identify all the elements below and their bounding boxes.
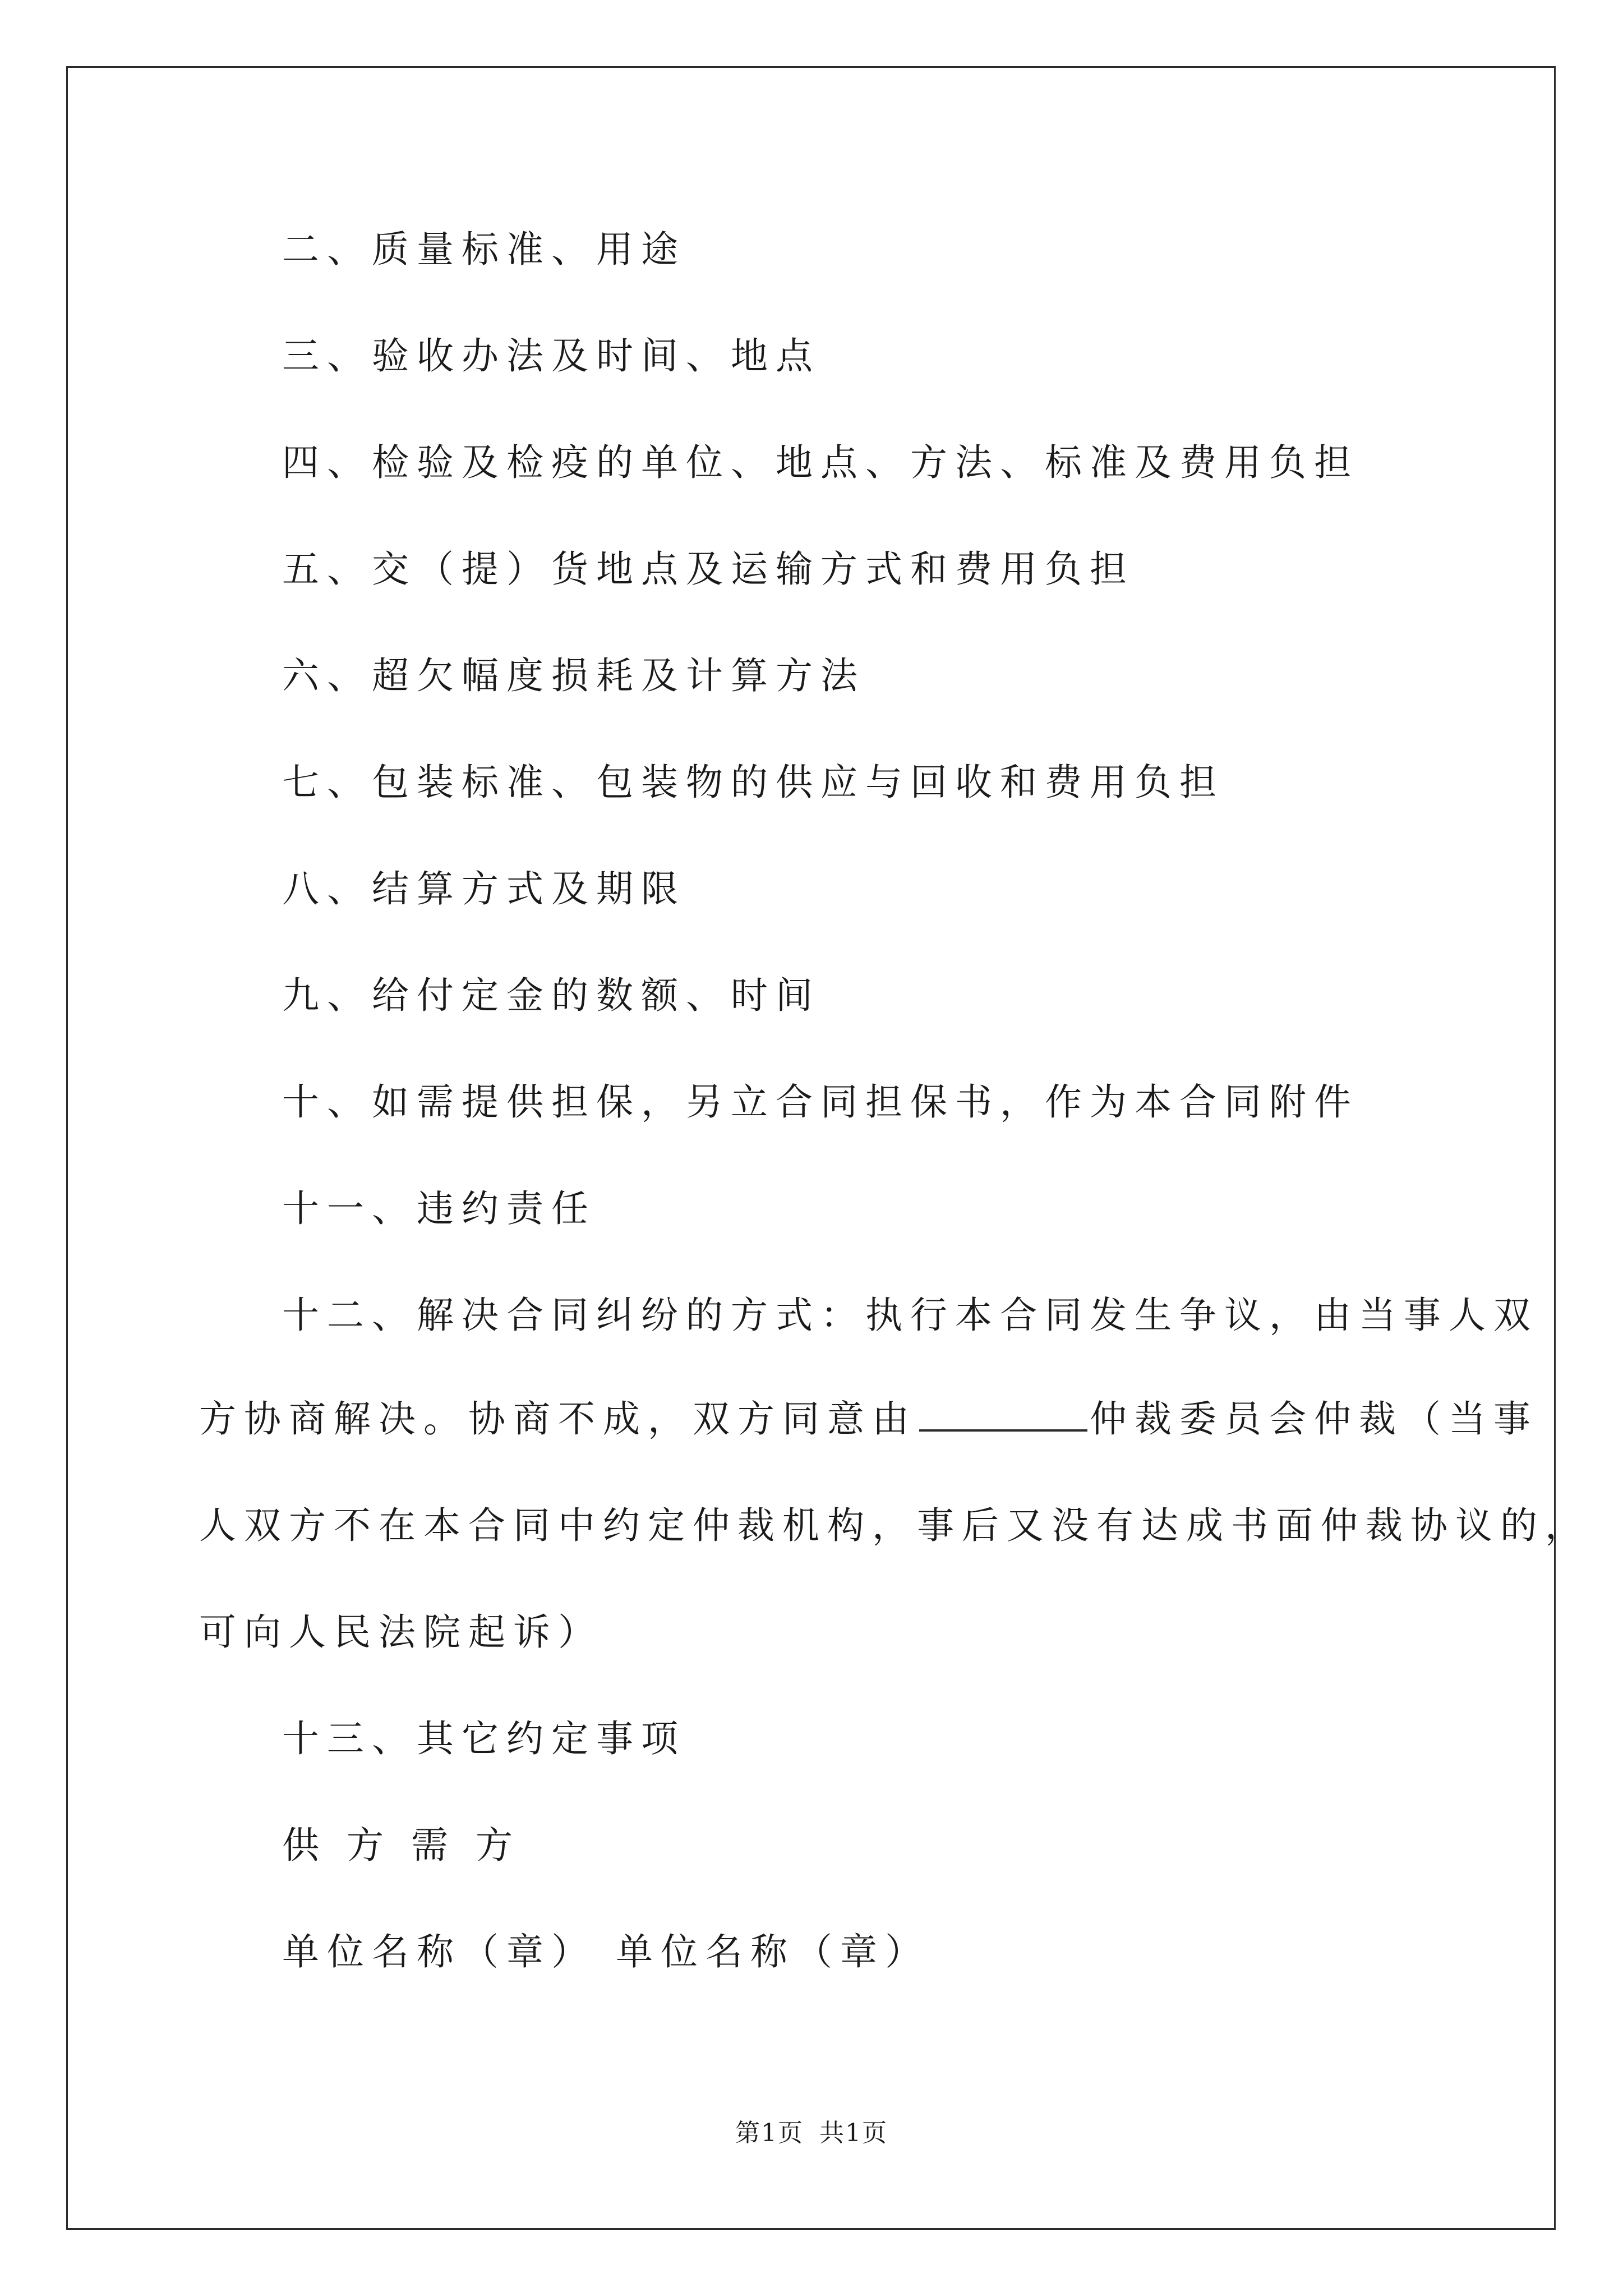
clause-4: 四、检验及检疫的单位、地点、方法、标准及费用负担 [282, 441, 1359, 484]
page-footer [0, 2118, 1623, 2149]
clause-6: 六、超欠幅度损耗及计算方法 [282, 654, 865, 697]
clause-7: 七、包装标准、包装物的供应与回收和费用负担 [282, 761, 1224, 804]
clause-12-line-4: 可向人民法院起诉） [199, 1611, 603, 1654]
clause-2: 二、质量标准、用途 [282, 228, 686, 271]
clause-12-line-2-start: 方协商解决。协商不成，双方同意由 [199, 1397, 917, 1441]
page-number: 第1页 [735, 2119, 804, 2147]
clause-5: 五、交（提）货地点及运输方式和费用负担 [282, 547, 1135, 591]
clause-12-line-3: 人双方不在本合同中约定仲裁机构，事后又没有达成书面仲裁协议的， [199, 1504, 1590, 1547]
clause-12-line-1: 十二、解决合同纠纷的方式：执行本合同发生争议，由当事人双 [282, 1294, 1538, 1337]
arbitration-blank-line [919, 1429, 1087, 1432]
clause-13: 十三、其它约定事项 [282, 1717, 686, 1760]
clause-10: 十、如需提供担保，另立合同担保书，作为本合同附件 [282, 1080, 1359, 1124]
clause-9: 九、给付定金的数额、时间 [282, 974, 820, 1017]
clause-11: 十一、违约责任 [282, 1187, 596, 1230]
signature-parties: 供 方 需 方 [282, 1824, 520, 1867]
page-total: 共1页 [819, 2119, 888, 2147]
clause-3: 三、验收办法及时间、地点 [282, 334, 820, 378]
clause-12-line-2 [199, 1397, 1538, 1442]
clause-12-line-2-end: 仲裁委员会仲裁（当事 [1090, 1397, 1538, 1441]
clause-8: 八、结算方式及期限 [282, 867, 686, 910]
signature-unit-names: 单位名称（章） 单位名称（章） [282, 1930, 930, 1973]
